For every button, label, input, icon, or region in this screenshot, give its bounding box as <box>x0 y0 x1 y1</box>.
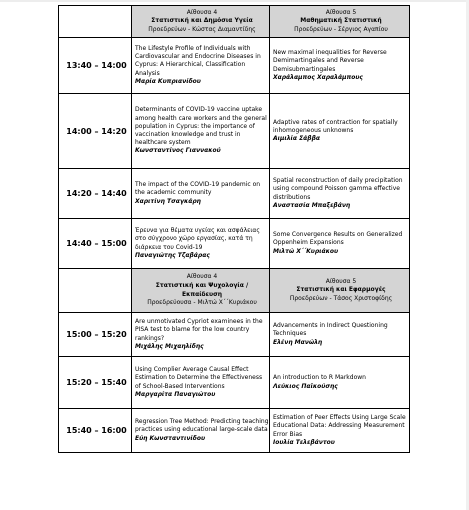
talk-author: Ιουλία Τελεβάντου <box>273 438 335 446</box>
time-slot: 15:20 – 15:40 <box>59 357 132 409</box>
talk-title: Regression Tree Method: Predicting teaching practices using educational large-scale data <box>135 418 269 434</box>
talk-cell-right <box>270 38 410 94</box>
room-label: Αίθουσα 4 <box>186 8 218 16</box>
schedule-row <box>59 357 410 409</box>
talk-author: Λεύκιος Παϊκούσης <box>273 382 338 390</box>
talk-title: The Lifestyle Profile of Individuals with Cardiovascular and Endocrine Diseases in Cyprus: A Hierarchical, Classification Analysis <box>135 44 261 77</box>
room-label: Αίθουσα 4 <box>186 273 218 281</box>
schedule-row <box>59 94 410 169</box>
talk-title: Determinants of COVID-19 vaccine uptake among health care workers and the general population in Cyprus: the importance of vaccination knowledge and trust in healthcare system <box>135 106 267 147</box>
session-theme: Στατιστική και Εφαρμογές <box>296 286 386 294</box>
time-slot: 13:40 – 14:00 <box>59 38 132 94</box>
talk-author: Εύη Κωνσταντινίδου <box>135 434 206 442</box>
talk-cell-right <box>270 357 410 409</box>
schedule-row <box>59 219 410 269</box>
talk-title: Are unmotivated Cypriot examinees in the PISA test to blame for the low country rankings? <box>135 318 263 342</box>
talk-cell-right <box>270 313 410 357</box>
talk-cell-left <box>132 38 270 94</box>
session-header-left <box>132 6 270 38</box>
talk-cell-left <box>132 94 270 169</box>
talk-author: Μαργαρίτα Παναγιώτου <box>135 390 216 398</box>
talk-title: Adaptive rates of contraction for spatially inhomogeneous unknowns <box>273 118 398 134</box>
talk-cell-right <box>270 169 410 219</box>
talk-title: New maximal inequalities for Reverse Demimartingales and Reverse Demisubmartingales <box>273 49 387 73</box>
time-slot: 14:00 – 14:20 <box>59 94 132 169</box>
schedule-table <box>58 5 410 453</box>
session-chair: Προεδρεύων - Κώστας Διαμαντίδης <box>148 25 256 33</box>
room-label: Αίθουσα 5 <box>325 277 357 285</box>
session-header-row <box>59 269 410 313</box>
talk-cell-left <box>132 357 270 409</box>
schedule-row <box>59 38 410 94</box>
talk-cell-right <box>270 409 410 453</box>
session-theme: Στατιστική και Δημόσια Υγεία <box>151 17 253 25</box>
talk-author: Κωνσταντίνος Γιαννακού <box>135 147 221 155</box>
time-column-blank <box>59 6 132 38</box>
schedule-row <box>59 409 410 453</box>
talk-cell-right <box>270 219 410 269</box>
talk-title: An introduction to R Markdown <box>273 374 366 382</box>
time-slot: 14:40 – 15:00 <box>59 219 132 269</box>
time-column-blank <box>59 269 132 313</box>
session-header-row <box>59 6 410 38</box>
session-chair: Προεδρεύουσα - Μιλτώ Χ΄΄Κυριάκου <box>147 299 257 307</box>
time-slot: 14:20 – 14:40 <box>59 169 132 219</box>
talk-author: Μιχάλης Μιχαηλίδης <box>135 342 204 350</box>
talk-author: Ελένη Μανώλη <box>273 338 323 346</box>
talk-title: Estimation of Peer Effects Using Large Scale Educational Data: Addressing Measurement Error Bias <box>273 414 406 438</box>
talk-author: Μαρία Κυπριανίδου <box>135 77 201 85</box>
talk-author: Μιλτώ Χ΄΄Κυριάκου <box>273 247 339 255</box>
talk-author: Χαράλαμπος Χαραλάμπους <box>273 73 363 81</box>
scan-edge-top <box>0 0 469 2</box>
talk-title: Using Complier Average Causal Effect Estimation to Determine the Effectiveness of School-Based Interventions <box>135 366 263 390</box>
session-header-right <box>270 269 410 313</box>
session-header-left <box>132 269 270 313</box>
talk-title: Spatial reconstruction of daily precipitation using compound Poisson gamma effective distributions <box>273 177 403 201</box>
talk-cell-left <box>132 169 270 219</box>
talk-cell-left <box>132 409 270 453</box>
talk-title: Έρευνα για θέματα υγείας και ασφάλειας στο σύγχρονο χώρο εργασίας, κατά τη διάρκεια του Covid-19 <box>135 227 260 251</box>
talk-title: Some Convergence Results on Generalized Oppenheim Expansions <box>273 231 403 247</box>
talk-author: Παναγιώτης Τζαβάρας <box>135 251 210 259</box>
schedule-row <box>59 313 410 357</box>
talk-cell-left <box>132 313 270 357</box>
session-theme: Στατιστική και Ψυχολογία / Εκπαίδευση <box>155 281 249 298</box>
talk-author: Χαριτίνη Τσαγκάρη <box>135 197 201 205</box>
session-chair: Προεδρεύων - Τάσος Χριστοφίδης <box>289 294 393 302</box>
session-theme: Μαθηματική Στατιστική <box>300 17 382 25</box>
time-slot: 15:40 – 16:00 <box>59 409 132 453</box>
talk-cell-right <box>270 94 410 169</box>
talk-author: Αιμιλία Σάββα <box>273 135 321 143</box>
talk-author: Αναστασία Μπαξεβάνη <box>273 201 351 209</box>
talk-title: Advancements in Indirect Questioning Techniques <box>273 322 388 338</box>
session-chair: Προεδρεύων - Σέργιος Αγαπίου <box>294 25 388 33</box>
session-header-right <box>270 6 410 38</box>
talk-title: The impact of the COVID-19 pandemic on the academic community <box>135 181 261 197</box>
room-label: Αίθουσα 5 <box>325 8 357 16</box>
time-slot: 15:00 – 15:20 <box>59 313 132 357</box>
talk-cell-left <box>132 219 270 269</box>
schedule-row <box>59 169 410 219</box>
